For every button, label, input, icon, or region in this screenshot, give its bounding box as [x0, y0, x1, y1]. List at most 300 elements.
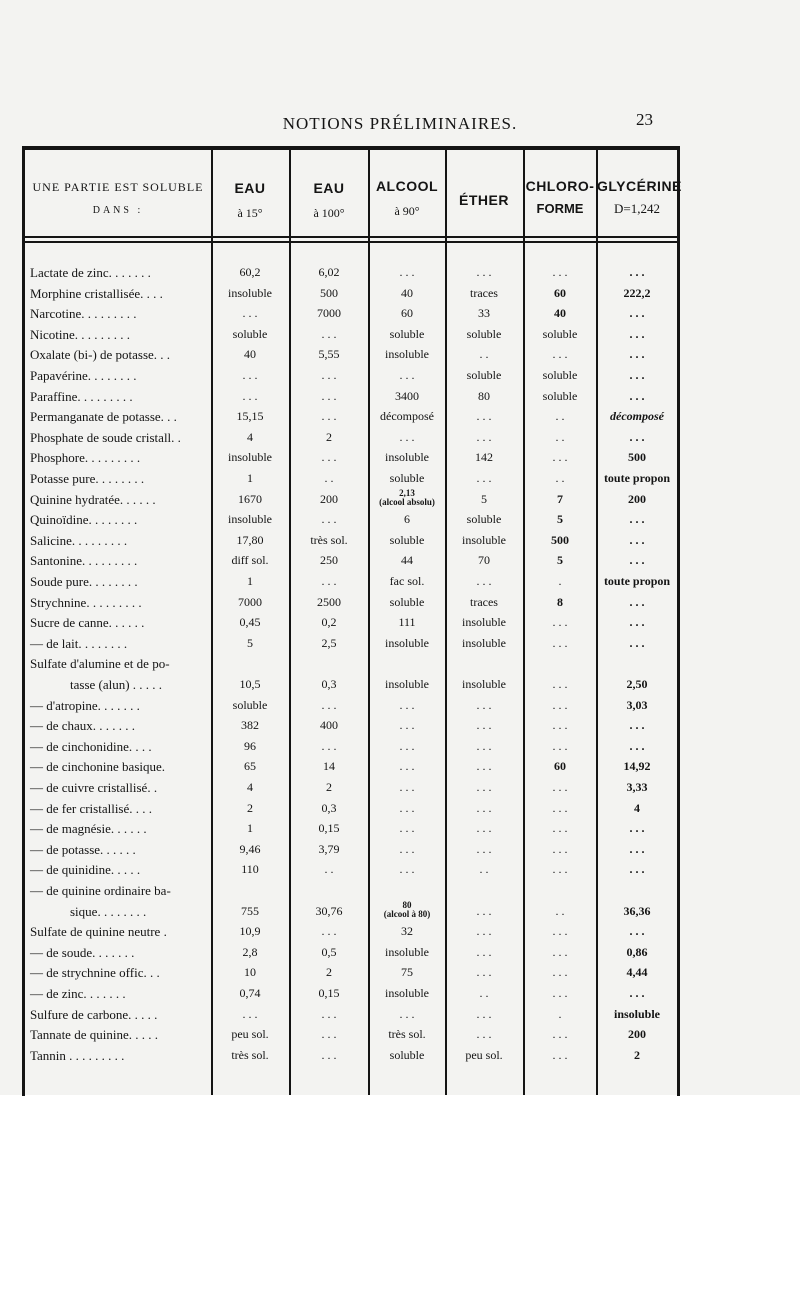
- value-cell: 0,3: [321, 677, 337, 691]
- value-cell: 0,86: [626, 944, 648, 959]
- value-cell: . . .: [399, 718, 415, 733]
- substance-name: Phosphore. . . . . . . . .: [30, 450, 141, 466]
- value-cell: . . .: [476, 821, 492, 836]
- table-row: [0, 924, 800, 946]
- substance-name: — de strychnine offic. . .: [30, 965, 160, 981]
- value-cell: soluble: [466, 326, 502, 341]
- value-cell: . . .: [552, 1047, 568, 1062]
- header-rule: [25, 241, 677, 243]
- value-cell: 222,2: [623, 285, 651, 300]
- value-cell: 5: [557, 512, 563, 527]
- header-cell-ether: ÉTHER: [459, 192, 509, 208]
- value-cell: 10,5: [239, 677, 261, 691]
- value-cell: . . .: [321, 326, 337, 341]
- substance-name: Strychnine. . . . . . . . .: [30, 594, 142, 610]
- value-cell: . . .: [552, 862, 568, 877]
- value-cell: . . .: [242, 368, 258, 382]
- value-cell: 6: [404, 512, 410, 527]
- page-number: 23: [636, 110, 653, 129]
- value-cell: insoluble: [385, 450, 429, 465]
- value-cell: insoluble: [228, 450, 272, 465]
- value-cell: . . .: [321, 738, 337, 753]
- value-cell: peu sol.: [231, 1027, 269, 1042]
- substance-name: — de quinine ordinaire ba-: [30, 883, 171, 898]
- value-cell: . . .: [629, 821, 645, 836]
- table-row: [0, 286, 800, 308]
- value-cell: soluble: [542, 388, 578, 403]
- value-main: 2,13: [399, 487, 415, 498]
- value-cell: 96: [244, 738, 256, 753]
- value-cell: . . .: [552, 347, 568, 362]
- value-cell: 1670: [238, 491, 262, 506]
- value-cell: insoluble: [385, 677, 429, 691]
- table-row: [0, 430, 800, 452]
- table-row: [0, 862, 800, 884]
- value-cell: . . .: [399, 265, 415, 279]
- value-cell: 5: [247, 635, 253, 650]
- value-cell: . . .: [552, 738, 568, 753]
- value-cell: . . .: [552, 924, 568, 939]
- value-cell: insoluble: [462, 635, 506, 650]
- value-cell: soluble: [389, 594, 425, 609]
- value-cell: . . .: [476, 780, 492, 794]
- value-cell: .: [558, 574, 562, 588]
- value-cell: 250: [320, 553, 338, 568]
- value-cell: . . .: [399, 697, 415, 712]
- value-cell: fac sol.: [389, 574, 425, 588]
- header-cell-water-100: EAU à 100°: [313, 180, 345, 220]
- value-cell: soluble: [389, 532, 425, 547]
- value-cell: 5: [557, 553, 563, 568]
- value-cell: 0,5: [321, 944, 337, 959]
- value-cell: . . .: [476, 759, 492, 774]
- table-row: [0, 636, 800, 658]
- value-cell: insoluble: [613, 1006, 661, 1021]
- value-cell: . . .: [399, 821, 415, 836]
- value-cell: 5: [481, 491, 487, 506]
- substance-name: Phosphate de soude cristall. .: [30, 429, 181, 445]
- value-cell: 10,9: [239, 924, 261, 939]
- value-cell: 111: [398, 615, 416, 630]
- value-cell: 2: [634, 1047, 640, 1062]
- value-cell: . . .: [629, 986, 645, 1000]
- value-cell: 40: [554, 306, 566, 321]
- value-cell: . . .: [629, 265, 645, 279]
- value-cell: 70: [478, 553, 490, 568]
- value-cell: . . .: [552, 841, 568, 856]
- value-cell: . . .: [476, 409, 492, 424]
- substance-name: Oxalate (bi-) de potasse. . .: [30, 347, 171, 363]
- value-cell: . . .: [552, 780, 568, 794]
- substance-name: Santonine. . . . . . . . .: [30, 553, 138, 569]
- substance-name: Paraffine. . . . . . . . .: [30, 388, 133, 404]
- value-cell: 400: [320, 718, 338, 733]
- value-cell: . . .: [242, 388, 258, 403]
- value-cell: . . .: [629, 429, 645, 444]
- value-cell: soluble: [389, 1047, 425, 1062]
- value-cell: . . .: [552, 450, 568, 465]
- value-cell: 2: [326, 780, 332, 794]
- value-cell: 0,2: [321, 615, 337, 630]
- value-cell: décomposé: [610, 409, 664, 424]
- table-row: [0, 842, 800, 864]
- value-cell: 200: [628, 1027, 646, 1042]
- value-cell: 60: [554, 759, 566, 774]
- value-cell: 40: [401, 285, 413, 300]
- substance-name: — de zinc. . . . . . .: [30, 986, 126, 1001]
- value-cell: . . .: [552, 635, 568, 650]
- table-row: [0, 306, 800, 328]
- value-cell: 60: [554, 285, 566, 300]
- table-row: [0, 780, 800, 802]
- table-row: [0, 821, 800, 843]
- value-cell: . .: [555, 429, 565, 444]
- substance-name: — de potasse. . . . . .: [30, 841, 136, 857]
- value-cell: .: [558, 1006, 562, 1021]
- value-cell: insoluble: [385, 635, 429, 650]
- table-row: [0, 533, 800, 555]
- value-cell: . . .: [321, 512, 337, 527]
- table-row: [0, 347, 800, 369]
- header-cell-water-15: EAU à 15°: [234, 180, 266, 220]
- value-cell: . . .: [476, 718, 492, 733]
- value-cell: 32: [401, 924, 413, 939]
- value-cell: 60: [401, 306, 413, 321]
- substance-name: — de cuivre cristallisé. .: [30, 780, 158, 795]
- value-cell: 0,15: [318, 821, 340, 836]
- value-cell: . . .: [629, 594, 645, 609]
- value-cell: . . .: [399, 1006, 415, 1021]
- substance-name: — de lait. . . . . . . .: [30, 635, 128, 651]
- value-cell: 500: [628, 450, 646, 465]
- table-row: [0, 759, 800, 781]
- value-cell: 60,2: [239, 265, 261, 279]
- table-row: [0, 899, 800, 926]
- value-cell: 2: [326, 965, 332, 980]
- header-rule: [25, 236, 677, 238]
- value-cell: . . .: [552, 1027, 568, 1042]
- value-cell: 382: [241, 718, 259, 733]
- table-row: [0, 945, 800, 967]
- table-row: [0, 409, 800, 431]
- value-cell: 2: [326, 429, 332, 444]
- substance-name: Permanganate de potasse. . .: [30, 409, 177, 425]
- table-row: [0, 739, 800, 761]
- table-row: [0, 574, 800, 596]
- value-cell: . . .: [476, 1006, 492, 1021]
- substance-name: — de chaux. . . . . . .: [30, 718, 136, 734]
- value-cell: . . .: [399, 429, 415, 444]
- substance-name: Sulfate de quinine neutre .: [30, 924, 167, 940]
- value-cell: . . .: [321, 368, 337, 382]
- value-cell: 1: [247, 821, 253, 836]
- value-cell: . . .: [476, 800, 492, 815]
- value-cell: . . .: [476, 944, 492, 959]
- value-cell: insoluble: [385, 944, 429, 959]
- value-cell: . . .: [321, 1047, 337, 1062]
- value-cell: 5,55: [318, 347, 340, 362]
- value-note: (alcool à 80): [383, 908, 431, 919]
- value-cell: 17,80: [236, 532, 264, 547]
- value-cell: . . .: [629, 388, 645, 403]
- value-cell: . . .: [552, 697, 568, 712]
- value-cell: 30,76: [315, 903, 343, 918]
- table-row: [0, 265, 800, 287]
- value-cell: 7000: [238, 594, 262, 609]
- value-cell: insoluble: [462, 532, 506, 547]
- value-cell: . . .: [629, 841, 645, 856]
- table-row: [0, 1027, 800, 1049]
- value-cell: . . .: [476, 265, 492, 279]
- value-cell: 0,3: [321, 800, 337, 815]
- value-cell: . . .: [629, 738, 645, 753]
- header-cell-substance: UNE PARTIE EST SOLUBLE DANS :: [32, 180, 204, 216]
- value-cell: . . .: [629, 512, 645, 527]
- value-cell: 2,8: [242, 944, 258, 959]
- value-cell: 4: [634, 800, 640, 815]
- table-row: [0, 986, 800, 1008]
- value-cell: . .: [479, 986, 489, 1000]
- substance-name: Morphine cristallisée. . . .: [30, 285, 163, 301]
- value-cell: soluble: [466, 512, 502, 527]
- value-cell: . . .: [629, 532, 645, 547]
- value-cell: 44: [401, 553, 413, 568]
- value-cell: . . .: [629, 368, 645, 382]
- value-cell: . . .: [476, 429, 492, 444]
- value-cell: . . .: [321, 924, 337, 939]
- value-cell: . . .: [629, 326, 645, 341]
- value-cell: 33: [478, 306, 490, 321]
- substance-name: Sulfate d'alumine et de po-: [30, 656, 170, 672]
- value-cell: toute propon: [603, 574, 671, 588]
- substance-name: Nicotine. . . . . . . . .: [30, 326, 131, 342]
- value-cell: . . .: [552, 986, 568, 1000]
- value-cell: 80: [478, 388, 490, 403]
- substance-name: Tannin . . . . . . . . .: [30, 1047, 125, 1063]
- value-cell: . . .: [321, 388, 337, 403]
- value-cell: . . .: [552, 944, 568, 959]
- value-cell: . . .: [321, 409, 337, 424]
- value-cell: . . .: [399, 780, 415, 794]
- value-cell: . . .: [399, 862, 415, 877]
- value-cell: . . .: [321, 697, 337, 712]
- substance-name: Sucre de canne. . . . . .: [30, 615, 145, 631]
- table-row: [0, 450, 800, 472]
- value-cell: . . .: [629, 862, 645, 877]
- substance-name: — de quinidine. . . . .: [30, 862, 141, 878]
- table-row: [0, 487, 800, 514]
- table-row: [0, 368, 800, 390]
- value-cell: . . .: [476, 738, 492, 753]
- value-cell: . . .: [552, 615, 568, 630]
- value-cell: insoluble: [462, 677, 506, 691]
- value-cell: 110: [241, 862, 259, 877]
- value-cell: 3,03: [626, 697, 648, 712]
- value-cell: . . .: [242, 1006, 258, 1021]
- value-cell: . .: [555, 471, 565, 485]
- table-row: [0, 595, 800, 617]
- header-cell-alcohol: ALCOOL à 90°: [375, 178, 439, 218]
- value-cell: . . .: [321, 450, 337, 465]
- value-cell: . . .: [399, 738, 415, 753]
- value-cell: traces: [470, 285, 498, 300]
- value-note: (alcool absolu): [379, 496, 435, 507]
- table-row: [0, 656, 800, 678]
- table-row: [0, 965, 800, 987]
- value-cell: . . .: [629, 615, 645, 630]
- value-cell: [370, 901, 444, 919]
- substance-name: — de soude. . . . . . .: [30, 944, 135, 960]
- substance-name: — de cinchonine basique.: [30, 759, 166, 775]
- value-cell: . . .: [629, 553, 645, 568]
- substance-name: — de cinchonidine. . . .: [30, 738, 152, 754]
- value-cell: 3400: [395, 388, 419, 403]
- value-cell: . . .: [476, 574, 492, 588]
- value-cell: . . .: [552, 265, 568, 279]
- value-cell: 14: [323, 759, 335, 774]
- value-cell: 40: [244, 347, 256, 362]
- value-cell: soluble: [542, 368, 578, 382]
- header-cell-glycerine: GLYCÉRINE D=1,242: [597, 178, 682, 216]
- value-cell: 755: [241, 903, 259, 918]
- value-cell: diff sol.: [231, 553, 269, 568]
- substance-name: tasse (alun) . . . . .: [70, 677, 163, 692]
- substance-name: Sulfure de carbone. . . . .: [30, 1006, 158, 1022]
- substance-name: Salicine. . . . . . . . .: [30, 532, 128, 548]
- value-cell: insoluble: [462, 615, 506, 630]
- value-cell: 75: [401, 965, 413, 980]
- substance-name: Potasse pure. . . . . . . .: [30, 471, 145, 486]
- value-cell: 36,36: [623, 903, 651, 918]
- value-cell: . .: [555, 903, 565, 918]
- value-cell: 14,92: [623, 759, 651, 774]
- substance-name: sique. . . . . . . .: [70, 903, 147, 919]
- value-cell: 6,02: [318, 265, 340, 279]
- value-cell: 500: [551, 532, 569, 547]
- value-cell: soluble: [389, 326, 425, 341]
- value-cell: . . .: [476, 903, 492, 918]
- value-cell: 3,33: [626, 780, 648, 794]
- value-cell: . . .: [476, 471, 492, 485]
- value-cell: insoluble: [228, 285, 272, 300]
- value-cell: insoluble: [228, 512, 272, 527]
- substance-name: — d'atropine. . . . . . .: [30, 697, 140, 713]
- value-cell: . . .: [552, 677, 568, 691]
- value-cell: 1: [247, 471, 253, 485]
- value-cell: 0,45: [239, 615, 261, 630]
- value-cell: [370, 489, 444, 507]
- value-cell: insoluble: [385, 347, 429, 362]
- page-margin: [0, 1095, 800, 1289]
- value-cell: 8: [557, 594, 563, 609]
- value-cell: . . .: [321, 574, 337, 588]
- value-cell: soluble: [542, 326, 578, 341]
- value-cell: . . .: [629, 306, 645, 321]
- value-cell: 200: [320, 491, 338, 506]
- value-cell: . . .: [399, 841, 415, 856]
- header-cell-chloroform: CHLORO- FORME: [525, 178, 595, 216]
- value-cell: . .: [479, 862, 489, 877]
- value-cell: . . .: [399, 800, 415, 815]
- value-cell: . .: [324, 471, 334, 485]
- value-cell: très sol.: [231, 1047, 269, 1062]
- value-cell: . . .: [399, 368, 415, 382]
- substance-name: Quinoïdine. . . . . . . .: [30, 512, 138, 528]
- substance-name: Narcotine. . . . . . . . .: [30, 306, 137, 322]
- value-cell: . . .: [552, 718, 568, 733]
- value-cell: toute propon: [603, 471, 671, 485]
- table-row: [0, 677, 800, 699]
- value-cell: . . .: [321, 1027, 337, 1042]
- value-cell: 0,74: [239, 986, 261, 1000]
- value-main: 80: [402, 899, 412, 910]
- value-cell: 3,79: [318, 841, 340, 856]
- value-cell: très sol.: [388, 1027, 426, 1042]
- value-cell: . . .: [629, 924, 645, 939]
- value-cell: soluble: [389, 471, 425, 485]
- value-cell: . . .: [476, 841, 492, 856]
- value-cell: . . .: [552, 800, 568, 815]
- value-cell: très sol.: [310, 532, 348, 547]
- value-cell: 2500: [317, 594, 341, 609]
- value-cell: 65: [244, 759, 256, 774]
- value-cell: . . .: [552, 965, 568, 980]
- value-cell: . . .: [629, 347, 645, 362]
- substance-name: — de fer cristallisé. . . .: [30, 800, 153, 816]
- value-cell: 10: [244, 965, 256, 980]
- value-cell: . . .: [476, 1027, 492, 1042]
- value-cell: 2,50: [626, 677, 648, 691]
- value-cell: . . .: [476, 965, 492, 980]
- substance-name: — de magnésie. . . . . .: [30, 821, 147, 837]
- value-cell: 4,44: [626, 965, 648, 980]
- table-row: [0, 615, 800, 637]
- table-row: [0, 718, 800, 740]
- value-cell: . . .: [476, 924, 492, 939]
- value-cell: 1: [247, 574, 253, 588]
- value-cell: soluble: [232, 697, 268, 712]
- table-row: [0, 553, 800, 575]
- table-row: [0, 1007, 800, 1029]
- value-cell: 200: [628, 491, 646, 506]
- table-row: [0, 1048, 800, 1070]
- value-cell: . . .: [242, 306, 258, 321]
- value-cell: . .: [324, 862, 334, 877]
- substance-name: Soude pure. . . . . . . .: [30, 574, 138, 589]
- value-cell: décomposé: [380, 409, 434, 424]
- value-cell: soluble: [466, 368, 502, 382]
- value-cell: 15,15: [236, 409, 264, 424]
- value-cell: 4: [247, 429, 253, 444]
- value-cell: . . .: [629, 635, 645, 650]
- table-row: [0, 698, 800, 720]
- value-cell: peu sol.: [465, 1047, 503, 1062]
- substance-name: Tannate de quinine. . . . .: [30, 1027, 158, 1043]
- value-cell: 2,5: [321, 635, 337, 650]
- value-cell: . .: [555, 409, 565, 424]
- table-row: [0, 801, 800, 823]
- value-cell: insoluble: [385, 986, 429, 1000]
- table-row: [0, 389, 800, 411]
- substance-name: Lactate de zinc. . . . . . .: [30, 265, 151, 280]
- table-row: [0, 512, 800, 534]
- value-cell: 0,15: [318, 986, 340, 1000]
- value-cell: . . .: [629, 718, 645, 733]
- value-cell: 2: [247, 800, 253, 815]
- value-cell: soluble: [232, 326, 268, 341]
- value-cell: 142: [475, 450, 493, 465]
- value-cell: . . .: [399, 759, 415, 774]
